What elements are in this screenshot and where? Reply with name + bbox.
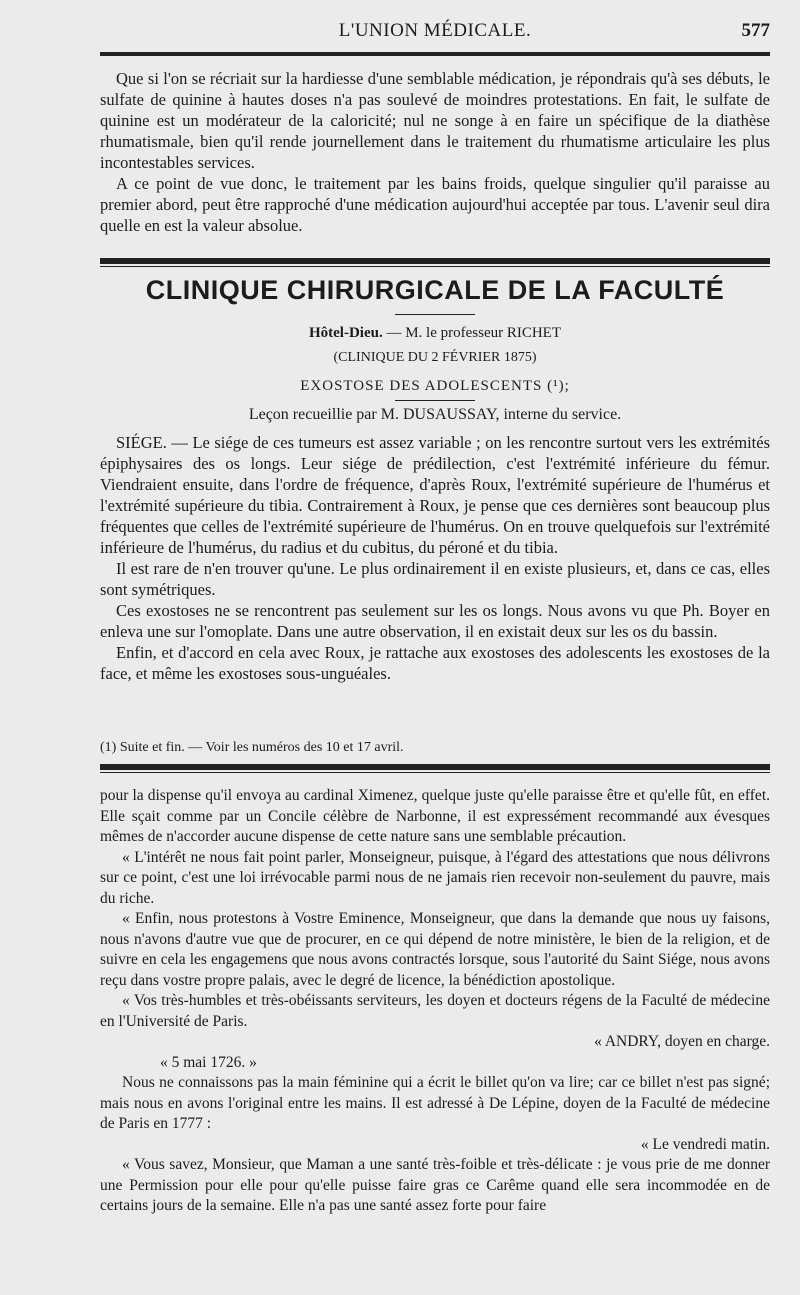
feuilleton-paragraph-3: « Enfin, nous protestons à Vostre Eminence, Monseigneur, que dans la demande que nous uy faisons, nous n'avons d'autre vue que de procurer, en ce qui dépend de notre ministère, le bien de la religion, et de suivre en cela les engagemens que nous avons contractés lorsque, sous l'autorité du Saint Siége, nous avons reçu dans vostre propre palais, avec le degré de licence, la bénédiction apostolique. bbox=[100, 910, 770, 989]
lecture-subject: EXOSTOSE DES ADOLESCENTS (¹); bbox=[300, 378, 570, 394]
intro-paragraph-1: Que si l'on se récriait sur la hardiesse d'une semblable médication, je répondrais qu'à ses débuts, le sulfate de quinine à hautes doses n'a pas soulevé de moindres protestations. En fait, le sulfate de quinine est un modérateur de la caloricité; nul ne songe à en faire un spécifique de la diathèse rhumatismale, bien qu'il rende journellement dans le traitement du rhumatisme articulaire les plus incontestables services. bbox=[100, 69, 770, 172]
note-day: « Le vendredi matin. bbox=[640, 1135, 770, 1153]
page-header bbox=[100, 18, 770, 48]
professor-name: — M. le professeur RICHET bbox=[382, 325, 562, 341]
clinic-paragraph-1: SIÉGE. — Le siége de ces tumeurs est assez variable ; on les rencontre surtout vers les extrémités épiphysaires des os longs. Leur siége de prédilection, c'est l'extrémité inférieure du fémur. Viendraient ensuite, dans l'ordre de fréquence, d'après Roux, l'extrémité supérieure de l'humérus et l'extrémité supérieure du tibia. Contrairement à Roux, je pense que ces dernières sont beaucoup plus fréquentes que celles de l'extrémité supérieure de l'humérus. On en trouve quelquefois sur l'extrémité inférieure de l'humérus, du radius et du cubitus, du péroné et du tibia. bbox=[100, 433, 770, 557]
hospital-name: Hôtel-Dieu. bbox=[308, 325, 383, 341]
feuilleton-paragraph-1: pour la dispense qu'il envoya au cardinal Ximenez, quelque juste qu'elle paraisse être et qu'elle fût, en effet. Elle sçait comme par un Concile célèbre de Narbonne, il est expressément recommandé aux évesques mêmes de n'accorder aucune dispense de cette nature sans une semblable précaution. bbox=[100, 787, 770, 845]
feuilleton-paragraph-4: « Vos très-humbles et très-obéissants serviteurs, les doyen et docteurs régens de la Faculté de médecine en l'Université de Paris. bbox=[100, 992, 770, 1030]
clinic-paragraph-2: Il est rare de n'en trouver qu'une. Le plus ordinairement il en existe plusieurs, et, dans ce cas, elles sont symétriques. bbox=[100, 559, 770, 599]
title-underline bbox=[395, 314, 475, 315]
lecture-recorder: Leçon recueillie par M. DUSAUSSAY, interne du service. bbox=[248, 406, 622, 423]
section-divider bbox=[100, 258, 770, 264]
clinic-paragraph-3: Ces exostoses ne se rencontrent pas seulement sur les os longs. Nous avons vu que Ph. Boyer en enleva une sur l'omoplate. Dans une autre observation, il en existait deux sur les os du bassin. bbox=[100, 601, 770, 641]
clinic-body bbox=[100, 432, 770, 684]
letter-signature: « ANDRY, doyen en charge. bbox=[594, 1033, 770, 1050]
feuilleton-paragraph-5: Nous ne connaissons pas la main féminine qui a écrit le billet qu'on va lire; car ce billet n'est pas signé; mais nous en avons l'original entre les mains. Il est adressé à De Lépine, doyen de la Faculté de médecine de Paris en 1777 : bbox=[100, 1074, 770, 1132]
clinic-paragraph-4: Enfin, et d'accord en cela avec Roux, je rattache aux exostoses des adolescents les exostoses de la face, et même les exostoses sous-unguéales. bbox=[100, 643, 770, 683]
feuilleton-section bbox=[100, 786, 770, 1217]
subject-underline bbox=[395, 400, 475, 401]
section-title: CLINIQUE CHIRURGICALE DE LA FACULTÉ bbox=[145, 275, 725, 305]
footnote: (1) Suite et fin. — Voir les numéros des 10 et 17 avril. bbox=[100, 740, 404, 755]
letter-date: « 5 mai 1726. » bbox=[160, 1053, 257, 1071]
lecture-location bbox=[100, 325, 770, 342]
intro-section bbox=[100, 68, 770, 236]
header-rule bbox=[100, 52, 770, 56]
page-number: 577 bbox=[741, 20, 770, 41]
feuilleton-paragraph-2: « L'intérêt ne nous fait point parler, Monseigneur, puisque, à l'égard des attestations que nous délivrons sur ce point, c'est une loi irrévocable parmi nous de ne jamais rien recevoir non-seulement du pauvre, mais du riche. bbox=[100, 848, 770, 907]
lecture-date: (CLINIQUE DU 2 FÉVRIER 1875) bbox=[333, 350, 537, 365]
feuilleton-paragraph-6: « Vous savez, Monsieur, que Maman a une santé très-foible et très-délicate : je vous prie de me donner une Permission pour elle pour qu'elle puisse faire gras ce Carême quand elle sera incommodée en de certains jours de la semaine. Elle n'a pas une santé assez forte pour faire bbox=[100, 1156, 770, 1214]
intro-paragraph-2: A ce point de vue donc, le traitement par les bains froids, quelque singulier qu'il paraisse au premier abord, peut être rapproché d'une médication aujourd'hui acceptée par tous. L'avenir seul dira quelle en est la valeur absolue. bbox=[100, 174, 770, 235]
running-title: L'UNION MÉDICALE. bbox=[338, 20, 532, 41]
feuilleton-divider bbox=[100, 764, 770, 770]
